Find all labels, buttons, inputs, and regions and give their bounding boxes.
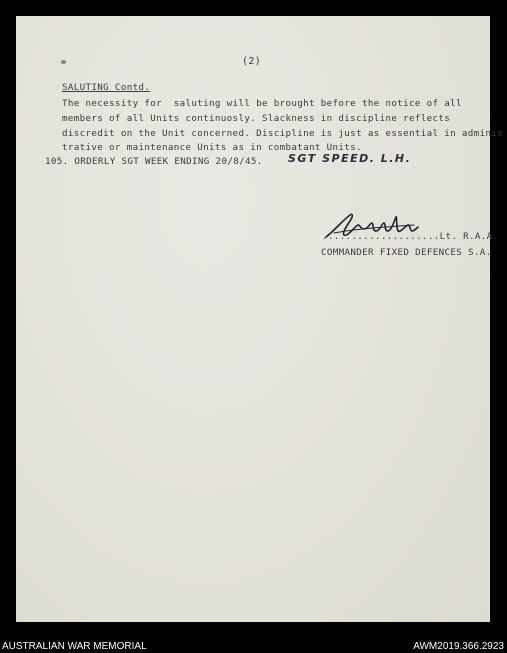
item-105: 105. ORDERLY SGT WEEK ENDING 20/8/45. [45, 156, 263, 167]
paragraph-line: members of all Units continuosly. Slackness in discipline reflects [62, 113, 451, 124]
punch-mark [61, 60, 66, 64]
paragraph-line: trative or maintenance Units as in combatant Units. [62, 142, 362, 153]
paragraph-line: The necessity for saluting will be brought before the notice of all [62, 98, 462, 109]
section-heading: SALUTING Contd. [62, 82, 151, 93]
page-number: (2) [242, 56, 262, 67]
document-page [16, 16, 504, 622]
signatory-title: COMMANDER FIXED DEFENCES S.A. [321, 247, 492, 258]
handwritten-note: SGT SPEED. L.H. [288, 152, 412, 165]
archive-reference: AWM2019.366.2923 [413, 641, 504, 652]
signature-line: ....................Lt. R.A.A. [322, 231, 499, 242]
archive-credit: AUSTRALIAN WAR MEMORIAL [2, 641, 147, 652]
paragraph-line: discredit on the Unit concerned. Discipline is just as essential in adminis [62, 128, 504, 139]
